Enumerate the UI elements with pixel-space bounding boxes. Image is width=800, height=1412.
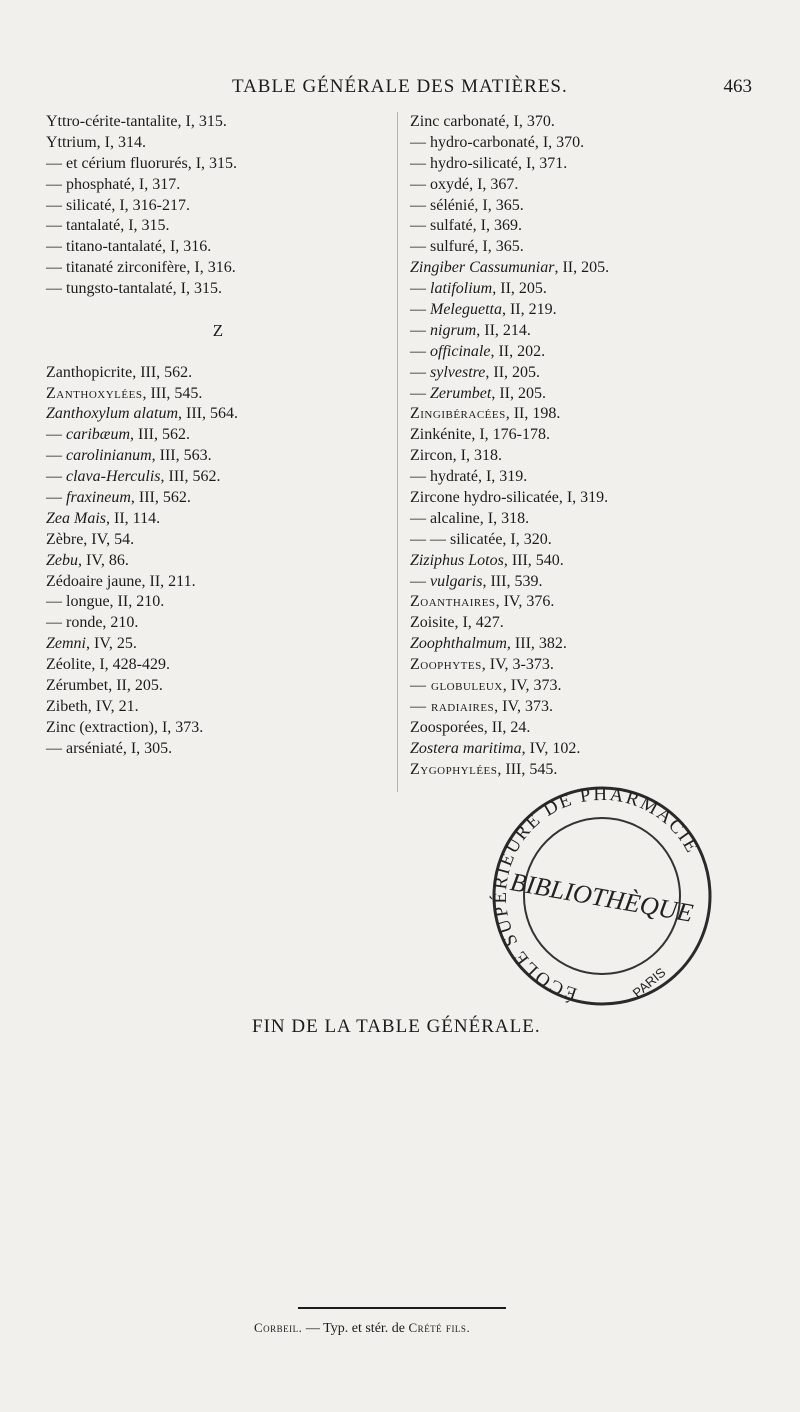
index-entry: — tungsto-tantalaté, I, 315. [46, 280, 222, 298]
entry-term-italic: Zingiber Cassumuniar [410, 259, 555, 277]
entry-term-italic: Zanthoxylum alatum [46, 405, 178, 423]
entry-term: — [46, 489, 66, 507]
entry-reference: , III, 564. [178, 405, 238, 423]
index-entry [46, 592, 386, 613]
entry-reference: , II, 219. [501, 301, 557, 319]
index-entry [410, 446, 750, 467]
stamp-center-text: BIBLIOTHÈQUE [508, 867, 696, 928]
index-entry: Yttro-cérite-tantalite, I, 315. [46, 113, 227, 130]
entry-term: — radiaires [410, 697, 495, 715]
index-entry [46, 676, 386, 697]
entry-reference: , IV, 373. [494, 697, 553, 715]
index-entry [410, 404, 750, 425]
page-number: 463 [723, 76, 752, 97]
entry-term: Zédoaire jaune, II, 211. [46, 572, 196, 590]
index-entry [410, 551, 750, 572]
entry-reference: , IV, 376. [495, 593, 555, 611]
entry-term: — [46, 447, 66, 465]
index-entry [410, 279, 750, 300]
index-entry [410, 718, 750, 739]
entry-reference: , II, 214. [476, 321, 531, 339]
index-entry [46, 551, 386, 572]
imprint-printer: Crété fils. [408, 1320, 471, 1335]
index-entry [46, 467, 386, 488]
index-entry [410, 655, 750, 676]
entry-reference: , III, 545. [142, 384, 203, 402]
entry-reference: , III, 539. [482, 572, 543, 590]
entry-reference: , IV, 25. [86, 635, 137, 653]
entry-reference: , III, 382. [506, 635, 567, 653]
index-column-right [410, 112, 750, 781]
index-entry: — phosphaté, I, 317. [46, 175, 181, 193]
closing-line: FIN DE LA TABLE GÉNÉRALE. [252, 1016, 541, 1037]
entry-reference: , IV, 373. [502, 677, 562, 695]
index-entry [410, 175, 750, 196]
index-entry [410, 237, 750, 258]
index-entry [410, 154, 750, 175]
entry-reference: , IV, 86. [78, 551, 129, 569]
imprint-dash: — [302, 1321, 324, 1336]
entry-reference: , II, 205. [491, 384, 546, 402]
index-entry [410, 509, 750, 530]
entry-term: Zèbre, IV, 54. [46, 530, 135, 548]
index-entry [410, 592, 750, 613]
index-entry [46, 509, 386, 530]
index-entry [46, 718, 386, 739]
stamp-city-text: PARIS [629, 964, 669, 1001]
index-entry [46, 384, 386, 405]
index-entry [46, 363, 386, 384]
imprint-rule [298, 1307, 506, 1309]
entry-term: — [410, 572, 430, 590]
index-entry [46, 739, 386, 760]
entry-term: — [410, 384, 430, 402]
entry-reference: , II, 205. [492, 280, 547, 298]
entry-term: Zanthopicrite, III, 562. [46, 363, 193, 381]
index-entry [410, 697, 750, 718]
entry-term: — globuleux [410, 677, 503, 695]
entry-reference: , II, 198. [505, 405, 561, 423]
index-entries-y [46, 112, 386, 300]
entry-reference: , II, 114. [106, 509, 161, 527]
entry-reference: , II, 205. [485, 363, 541, 381]
entry-term: — [46, 468, 66, 486]
entry-term: — longue, II, 210. [46, 593, 165, 611]
entry-term: — arséniaté, I, 305. [46, 739, 173, 757]
index-column-left [46, 112, 386, 760]
index-entry [410, 425, 750, 446]
index-entry [46, 613, 386, 634]
entry-term-italic: Zea Mais [46, 509, 106, 527]
entry-term: — hydraté, I, 319. [410, 468, 528, 486]
index-entry: — et cérium fluorurés, I, 315. [46, 154, 238, 172]
index-entry [410, 467, 750, 488]
entry-reference: , III, 562. [160, 468, 221, 486]
entry-term-italic: Zostera maritima [410, 739, 522, 757]
entry-term-italic: Zerumbet [430, 384, 492, 402]
entry-term: Zircone hydro-silicatée, I, 319. [410, 489, 609, 507]
index-entry: — titano-tantalaté, I, 316. [46, 238, 212, 256]
entry-term: — [46, 426, 66, 444]
entry-reference: , II, 205. [554, 259, 610, 277]
entry-term: Zircon, I, 318. [410, 447, 502, 465]
entry-term: Zoophytes [410, 656, 482, 674]
entry-term: — [410, 280, 430, 298]
entry-term: — sulfaté, I, 369. [410, 217, 522, 235]
index-entry [46, 425, 386, 446]
index-entry [410, 613, 750, 634]
index-entry [46, 488, 386, 509]
entry-term-italic: vulgaris [430, 572, 483, 590]
entry-term: — alcaline, I, 318. [410, 509, 530, 527]
index-entry [410, 739, 750, 760]
entry-term: Zéolite, I, 428-429. [46, 656, 170, 674]
running-head [46, 76, 752, 102]
index-entry [46, 530, 386, 551]
entry-term: Zanthoxylées [46, 384, 143, 402]
entry-term: Zibeth, IV, 21. [46, 697, 139, 715]
entry-term-italic: fraxineum [66, 489, 131, 507]
entry-reference: , III, 562. [130, 489, 191, 507]
index-entry [410, 363, 750, 384]
entry-reference: , III, 562. [130, 426, 190, 444]
index-entry: — titanaté zirconifère, I, 316. [46, 259, 236, 277]
index-entry [410, 676, 750, 697]
entry-term: — [410, 363, 430, 381]
index-entry [410, 196, 750, 217]
section-letter-z: Z [212, 320, 224, 340]
entry-term: Zinkénite, I, 176-178. [410, 426, 550, 444]
index-entry [46, 404, 386, 425]
index-entry [410, 384, 750, 405]
index-entry [410, 300, 750, 321]
index-entry [410, 342, 750, 363]
index-entry [46, 446, 386, 467]
index-entry: Yttrium, I, 314. [46, 133, 146, 151]
entry-term-italic: clava-Herculis [66, 468, 161, 486]
entry-reference: , III, 545. [497, 760, 558, 778]
entry-term: Zérumbet, II, 205. [46, 677, 163, 695]
entry-reference: , II, 202. [490, 342, 546, 360]
entry-term: — sulfuré, I, 365. [410, 238, 524, 256]
index-entry [410, 112, 750, 133]
index-entry [410, 488, 750, 509]
entry-term: — ronde, 210. [46, 614, 139, 632]
index-entry [410, 572, 750, 593]
entry-term-italic: Ziziphus Lotos [410, 551, 504, 569]
index-entry [410, 634, 750, 655]
entry-term: Zoisite, I, 427. [410, 614, 504, 632]
stamp-ring-text: ÉCOLE SUPÉRIEURE DE PHARMACIE [489, 783, 704, 1005]
entry-term-italic: latifolium [430, 280, 493, 298]
entry-term: Zinc carbonaté, I, 370. [410, 113, 555, 130]
index-entry [410, 530, 750, 551]
printer-imprint [254, 1320, 470, 1337]
index-entry [410, 258, 750, 279]
index-entry [46, 572, 386, 593]
entry-term-italic: nigrum [430, 321, 477, 339]
library-stamp [484, 778, 720, 1018]
index-entry [410, 321, 750, 342]
entry-term-italic: sylvestre [430, 363, 486, 381]
index-entry: — silicaté, I, 316-217. [46, 196, 190, 214]
entry-term-italic: Zemni [46, 635, 86, 653]
entry-term: Zinc (extraction), I, 373. [46, 718, 204, 736]
entry-term: — hydro-silicaté, I, 371. [410, 154, 568, 172]
index-entries-z [46, 363, 386, 760]
entry-term: — [410, 321, 430, 339]
entry-term: Zygophylées [410, 760, 498, 778]
entry-reference: , IV, 3-373. [481, 656, 554, 674]
index-entry [410, 133, 750, 154]
index-entry: — tantalaté, I, 315. [46, 217, 170, 235]
entry-term-italic: carolinianum [66, 447, 152, 465]
entry-term-italic: officinale [430, 342, 491, 360]
entry-term: — oxydé, I, 367. [410, 175, 519, 193]
imprint-text: Typ. et stér. de [323, 1321, 409, 1336]
entry-term: Zingibéracées [410, 405, 506, 423]
index-entry [46, 655, 386, 676]
entry-term: — [410, 342, 430, 360]
entry-term-italic: Zebu [46, 551, 78, 569]
entry-reference: , III, 563. [151, 447, 212, 465]
column-divider [397, 112, 398, 792]
running-title: TABLE GÉNÉRALE DES MATIÈRES. [232, 76, 568, 97]
index-entry [46, 634, 386, 655]
entry-term: Zoosporées, II, 24. [410, 718, 531, 736]
imprint-city: Corbeil. [254, 1320, 303, 1335]
entry-reference: , IV, 102. [521, 739, 581, 757]
entry-term: — — silicatée, I, 320. [410, 530, 552, 548]
entry-term: — hydro-carbonaté, I, 370. [410, 133, 585, 151]
entry-reference: , III, 540. [503, 551, 564, 569]
index-entry [410, 216, 750, 237]
entry-term-italic: Zoophthalmum [410, 635, 507, 653]
entry-term: — [410, 301, 430, 319]
entry-term: Zoanthaires [410, 593, 496, 611]
entry-term: — sélénié, I, 365. [410, 196, 524, 214]
entry-term-italic: caribæum [66, 426, 130, 444]
index-entry [46, 697, 386, 718]
entry-term-italic: Meleguetta [430, 301, 502, 319]
